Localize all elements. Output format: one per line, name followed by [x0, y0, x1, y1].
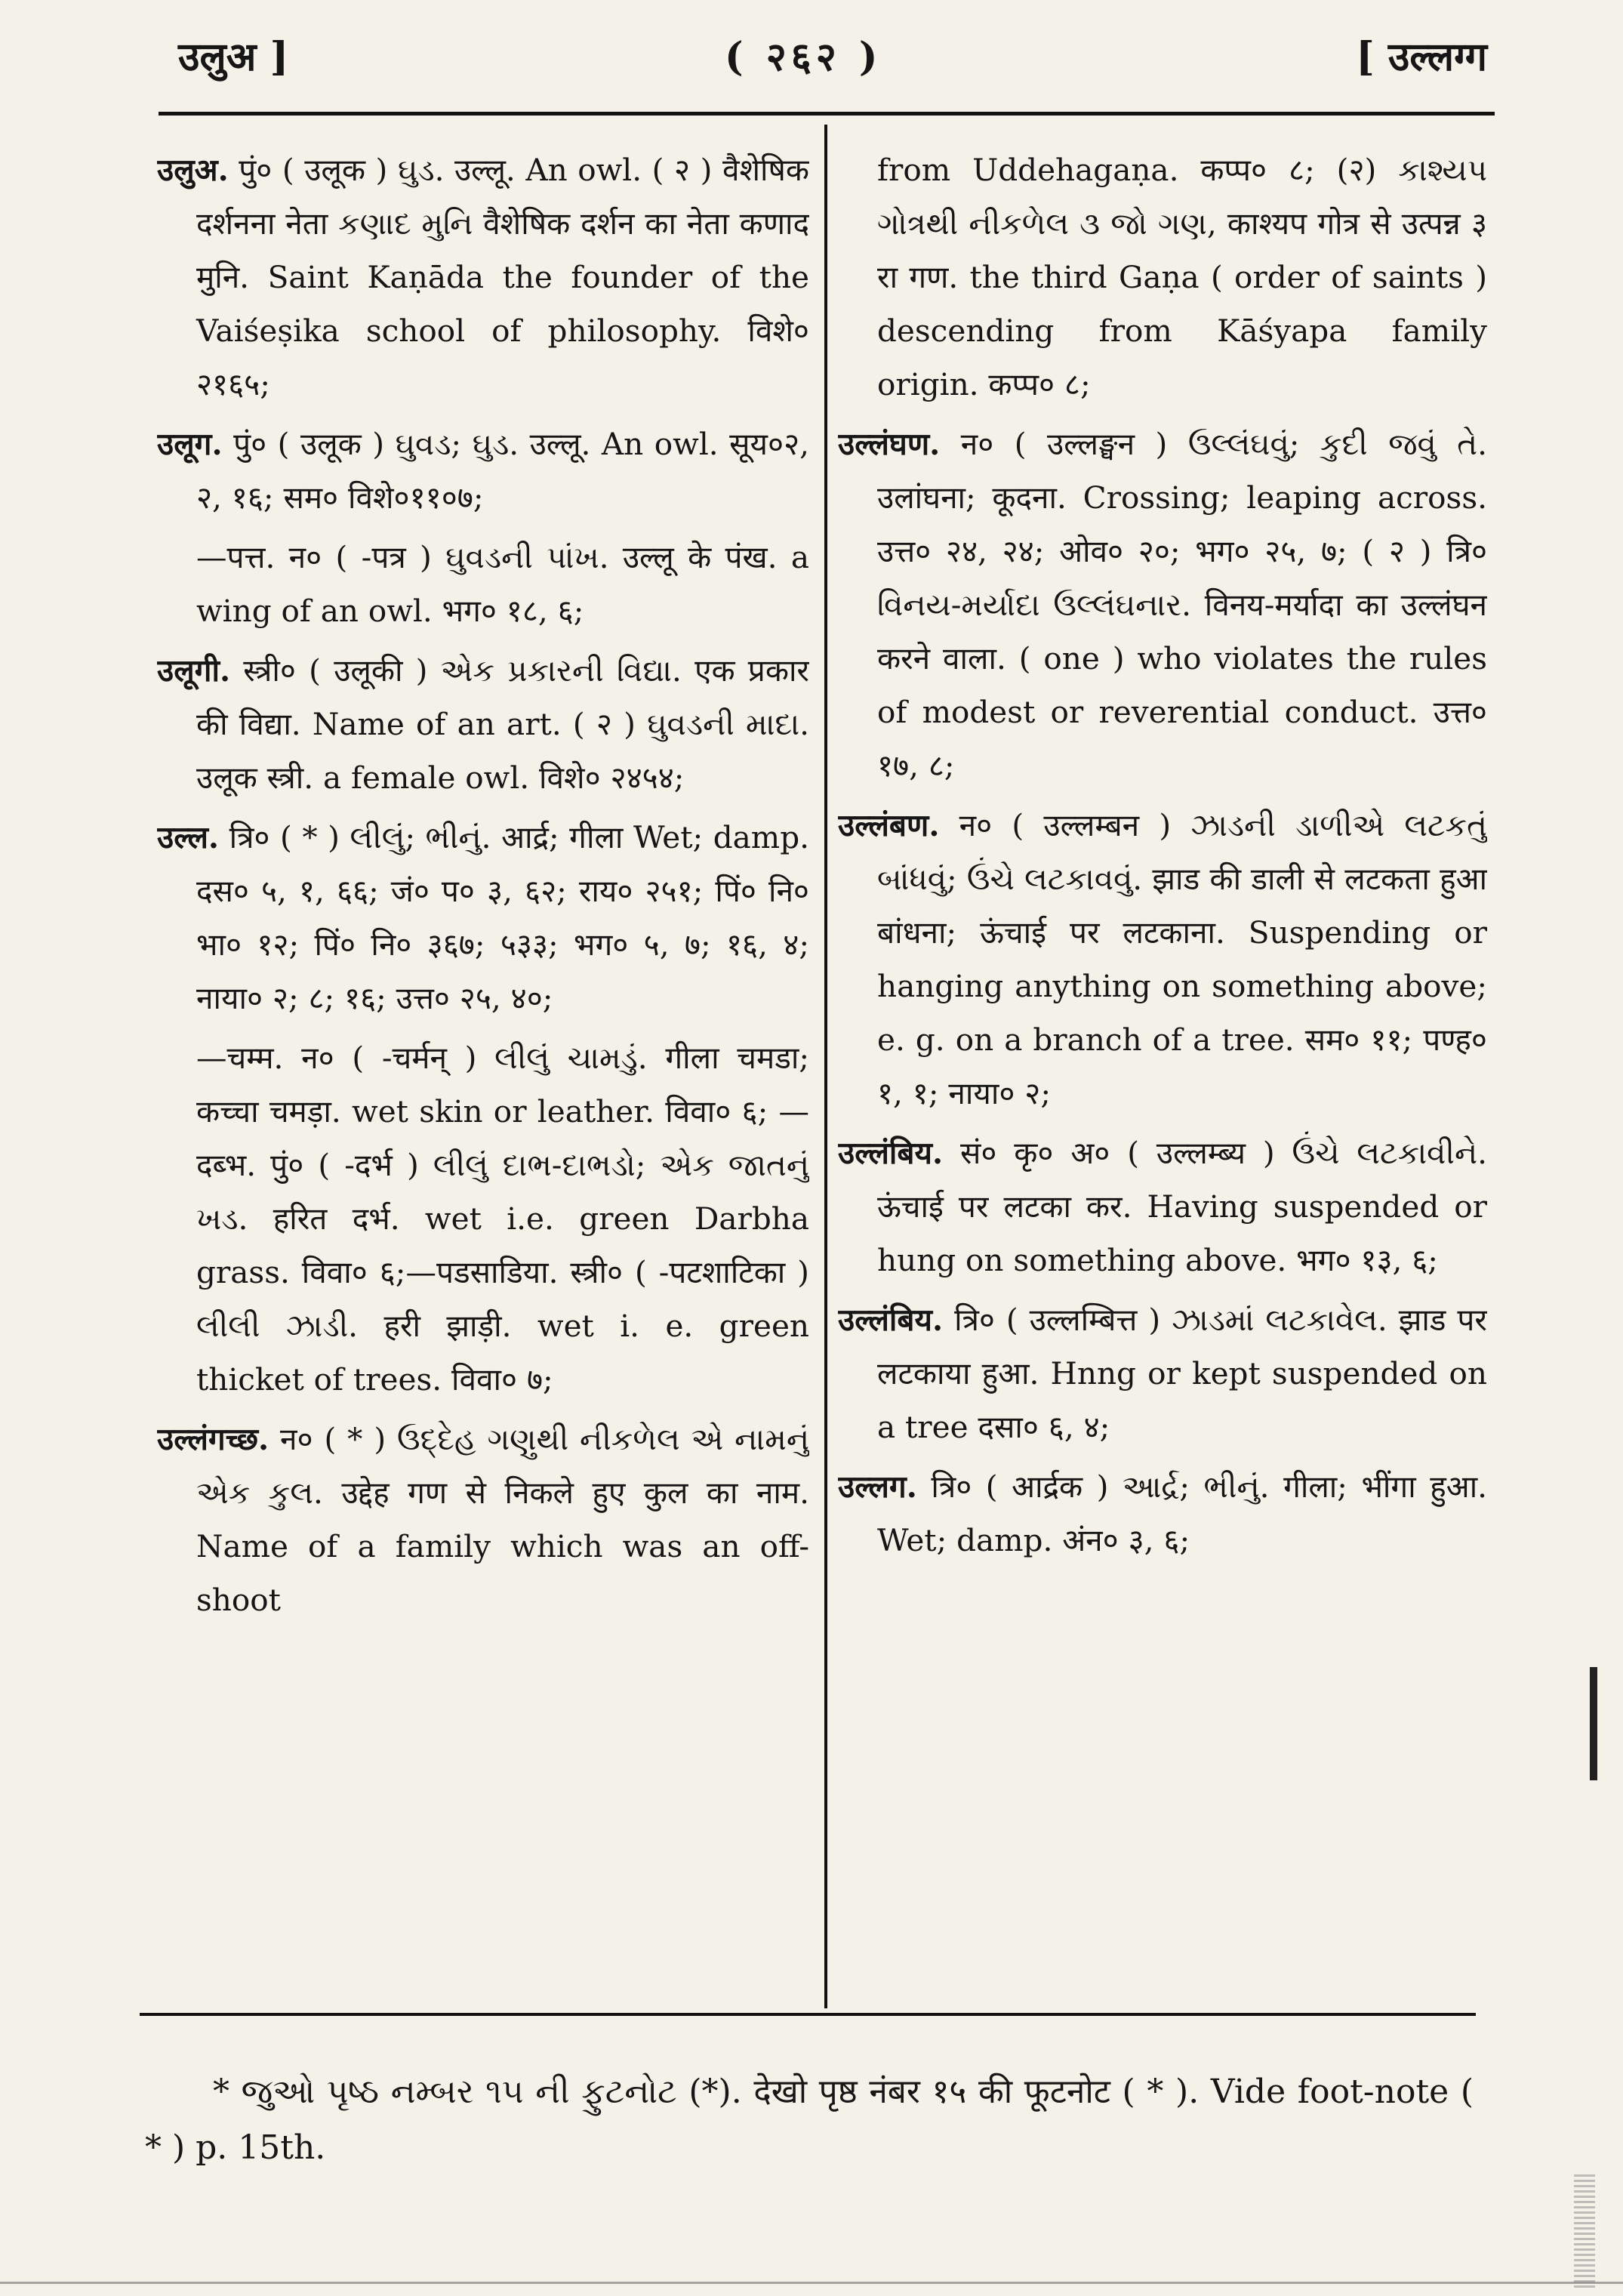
scan-bottom-line	[0, 2282, 1623, 2284]
right-column	[838, 143, 1487, 2001]
entry-ulugi	[157, 644, 809, 805]
scan-edge-noise	[1574, 2174, 1595, 2288]
running-head-left: उलुअ ]	[178, 34, 289, 80]
entry-body: न० ( उल्लङ्घन ) ઉલ્લંઘવું; કુદી જવું તે. उलांघना; कूदना. Crossing; leaping across. उत्त० २४, २४; ओव० २०; भग० २५, ७; ( २ ) त्रि० વિનય-મર્યાદા ઉલ્લંઘનાર. विनय-मर्यादा का उल्लंघन करने वाला. ( one ) who violates the rules of modest or reverential conduct. उत्त० १७, ८;	[877, 426, 1487, 784]
entry-ullambiya-1	[838, 1126, 1487, 1287]
entry-ullambiya-2	[838, 1293, 1487, 1454]
entry-body: पुं० ( उलूक ) ઘુડ. उल्लू. An owl. ( २ ) वैशेषिक दर्शनना नेता કણાદ મુનિ वैशेषिक दर्शन का नेता कणाद मुनि. Saint Kaṇāda the founder of the Vaiśeṣika school of philosophy. विशे० २१६५;	[196, 152, 809, 402]
headword: उल्लग.	[838, 1469, 917, 1505]
bottom-rule	[140, 2013, 1476, 2016]
headword: उल्लंघण.	[838, 426, 941, 462]
page-number: ( २६२ )	[725, 34, 882, 80]
headword: उल्ल.	[157, 819, 220, 855]
footnote: * જુઓ પૃષ્ઠ નમ્બર ૧૫ ની ફુટનોટ (*). देखो पृष्ठ नंबर १५ की फूटनोट ( * ). Vide foot-note ( * ) p. 15th.	[145, 2073, 1474, 2167]
entry-uluga	[157, 418, 809, 525]
entry-continuation: from Uddehagaṇa. कप्प० ८; (२) કાશ્યપ ગોત્રથી નીકળેલ ૩ જો ગણ, काश्यप गोत्र से उत्पन्न ३ रा गण. the third Gaṇa ( order of saints ) descending from Kāśyapa family origin. कप्प० ८;	[877, 152, 1487, 402]
entry-ullanghana	[838, 418, 1487, 793]
entry-body: त्रि० ( आर्द्रक ) આર્દ્ર; ભીનું. गीला; भींगा हुआ. Wet; damp. अंन० ३, ६;	[877, 1469, 1487, 1558]
entry-body: स्त्री० ( उलूकी ) એક પ્રકારની વિદ્યા. एक प्रकार की विद्या. Name of an art. ( २ ) ઘુવડની માદા. उलूक स्त्री. a female owl. विशे० २४५४;	[196, 652, 809, 796]
headword: उल्लंबिय.	[838, 1302, 944, 1338]
entry-body: त्रि० ( * ) લીલું; ભીનું. आर्द्र; गीला Wet; damp. दस० ५, १, ६६; जं० प० ३, ६२; राय० २५१; पिं० नि० भा० १२; पिं० नि० ३६७; ५३३; भग० ५, ७; १६, ४; नाया० २; ८; १६; उत्त० २५, ४०;	[196, 819, 809, 1016]
entry-ullambana	[838, 799, 1487, 1120]
entry-body: न० ( उल्लम्बन ) ઝાડની ડાળીએ લટકતું બાંધવું; ઉંચે લટકાવવું. झाड की डाली से लटकता हुआ बांधना; ऊंचाई पर लटकाना. Suspending or hanging anything on something above; e. g. on a branch of a tree. सम० ११; पण्ह० १, १; नाया० २;	[877, 807, 1487, 1111]
running-head-right: [ उल्लग्ग	[1356, 34, 1487, 80]
scan-edge-mark	[1590, 1667, 1597, 1780]
headword: उलुअ.	[157, 152, 229, 188]
entry-ulla	[157, 811, 809, 1025]
entry-body: त्रि० ( उल्लम्बित्त ) ઝાડમાં લટકાવેલ. झाड पर लटकाया हुआ. Hnng or kept suspended on a tree दसा० ६, ४;	[877, 1302, 1487, 1445]
sub-entry: —पत्त. न० ( -पत्र ) ઘુવડની પાંખ. उल्लू के पंख. a wing of an owl. भग० १८, ६;	[196, 539, 809, 629]
sub-entry: —चम्म. न० ( -चर्मन् ) લીલું ચામડું. गीला चमडा; कच्चा चमड़ा. wet skin or leather. विवा० ६; —दब्भ. पुं० ( -दर्भ ) લીલું દાભ-દાભડો; એક જાતનું ખડ. हरित दर्भ. wet i.e. green Darbha grass. विवा० ६;—पडसाडिया. स्त्री० ( -पटशाटिका ) લીલી ઝાડી. हरी झाड़ी. wet i. e. green thicket of trees. विवा० ७;	[196, 1040, 809, 1398]
top-rule	[159, 112, 1495, 116]
entry-ulua	[157, 143, 809, 411]
headword: उल्लंगच्छ.	[157, 1421, 269, 1457]
headword: उल्लंबण.	[838, 807, 940, 843]
headword: उल्लंबिय.	[838, 1135, 944, 1171]
left-column	[157, 143, 809, 2001]
entry-ullangachchha	[157, 1413, 809, 1627]
headword: उलूग.	[157, 426, 223, 462]
column-divider	[824, 125, 827, 2008]
headword: उलूगी.	[157, 652, 231, 689]
entry-ullaga	[838, 1460, 1487, 1567]
entry-body: सं० कृ० अ० ( उल्लम्ब्य ) ઉંચે લટકાવીને. ऊंचाई पर लटका कर. Having suspended or hung on something above. भग० १३, ६;	[877, 1135, 1487, 1278]
entry-body: पुं० ( उलूक ) ઘુવડ; ઘુડ. उल्लू. An owl. सूय०२, २, १६; सम० विशे०११०७;	[196, 426, 809, 516]
entry-body: न० ( * ) ઉદ્દેહ ગણુથી નીકળેલ એ નામનું એક કુલ. उद्देह गण से निकले हुए कुल का नाम. Name of a family which was an off-shoot	[196, 1421, 809, 1618]
